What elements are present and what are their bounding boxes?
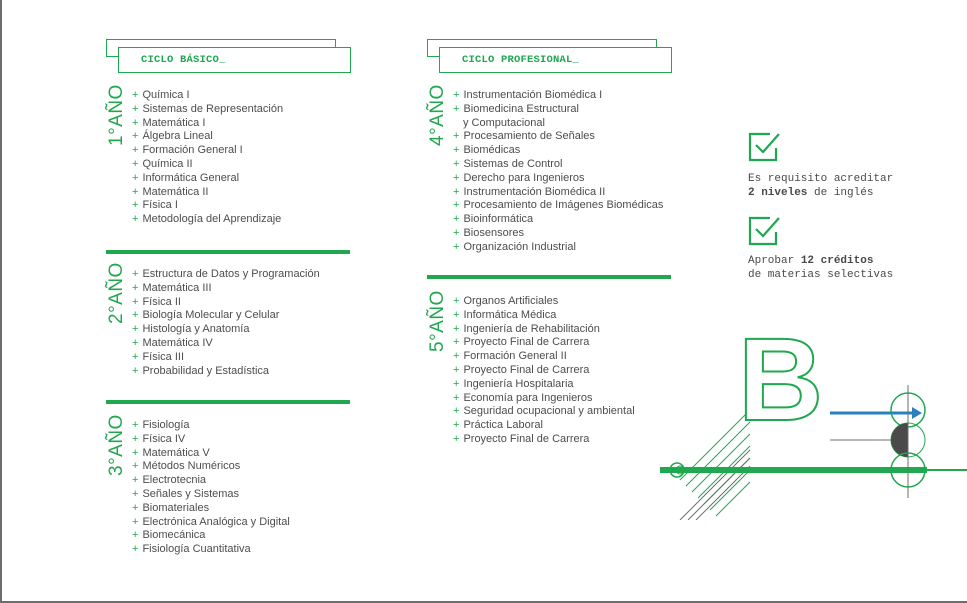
subject-list-year-2: [132, 268, 320, 378]
subject-item: + Práctica Laboral: [453, 419, 543, 432]
subject-item: + Biomedicina Estructural: [453, 102, 579, 115]
plus-icon: +: [132, 432, 139, 445]
requirement-credits-bold: 12 créditos: [800, 255, 874, 267]
requirement-credits-line2: de materias selectivas: [748, 269, 894, 281]
plus-icon: +: [132, 213, 139, 226]
subject-item: + Fisiología: [132, 419, 190, 431]
plus-icon: +: [453, 144, 460, 157]
plus-icon: +: [132, 157, 139, 170]
subject-item: + Proyecto Final de Carrera: [453, 363, 590, 376]
plus-icon: +: [132, 487, 139, 500]
subject-item: + Álgebra Lineal: [132, 130, 213, 143]
subject-item: + Matemática III: [132, 281, 212, 294]
plus-icon: +: [453, 350, 460, 363]
plus-icon: +: [453, 391, 460, 404]
plus-icon: +: [453, 432, 460, 445]
subject-item: + Metodología del Aprendizaje: [132, 213, 282, 226]
subject-item: + Química II: [132, 157, 193, 170]
subject-item: + Electrotecnia: [132, 474, 207, 487]
subject-item: + Ingeniería de Rehabilitación: [453, 322, 600, 335]
plus-icon: +: [453, 213, 460, 226]
subject-item: + Instrumentación Biomédica II: [453, 185, 606, 198]
plus-icon: +: [132, 144, 139, 157]
subject-item: + Sistemas de Representación: [132, 102, 284, 115]
subject-item: + Electrónica Analógica y Digital: [132, 515, 290, 528]
plus-icon: +: [132, 529, 139, 542]
plus-icon: +: [132, 185, 139, 198]
subject-item: + Biomédicas: [453, 144, 521, 157]
subject-item: + Química I: [132, 89, 190, 101]
section-divider: [106, 250, 350, 254]
plus-icon: +: [453, 322, 460, 335]
plus-icon: +: [132, 281, 139, 294]
requirement-english: [748, 172, 893, 200]
plus-icon: +: [132, 364, 139, 377]
subject-item: + Probabilidad y Estadística: [132, 364, 270, 377]
subject-item: + Proyecto Final de Carrera: [453, 432, 590, 445]
subject-item: + Proyecto Final de Carrera: [453, 336, 590, 349]
subject-item: + Física IV: [132, 432, 186, 445]
subject-item: y Computacional: [463, 116, 545, 129]
section-divider: [427, 275, 671, 279]
requirement-english-line1: Es requisito acreditar: [748, 173, 894, 185]
plus-icon: +: [132, 309, 139, 322]
basic-cycle-title: CICLO BÁSICO_: [118, 47, 351, 73]
plus-icon: +: [453, 185, 460, 198]
checkbox-icon: [748, 216, 780, 246]
plus-icon: +: [453, 336, 460, 349]
plus-icon: +: [132, 350, 139, 363]
plus-icon: +: [453, 419, 460, 432]
year-label-2: 2°AÑO: [106, 262, 127, 324]
subject-item: + Formación General II: [453, 350, 567, 363]
plus-icon: +: [132, 474, 139, 487]
subject-item: + Organización Industrial: [453, 240, 576, 253]
requirement-english-bold: 2 niveles: [748, 187, 808, 199]
requirement-english-rest: de inglés: [807, 187, 874, 199]
subject-item: + Seguridad ocupacional y ambiental: [453, 405, 635, 418]
year-label-3: 3°AÑO: [106, 414, 127, 476]
plus-icon: +: [453, 295, 460, 307]
subject-item: + Derecho para Ingenieros: [453, 171, 585, 184]
professional-cycle-title: CICLO PROFESIONAL_: [439, 47, 672, 73]
plus-icon: +: [453, 199, 460, 212]
year-label-4: 4°AÑO: [427, 84, 448, 146]
subject-item: + Informática General: [132, 171, 240, 184]
plus-icon: +: [453, 89, 460, 101]
plus-icon: +: [132, 295, 139, 308]
subject-item: + Formación General I: [132, 144, 243, 157]
plus-icon: +: [132, 102, 139, 115]
plus-icon: +: [132, 171, 139, 184]
subject-item: + Histología y Anatomía: [132, 323, 250, 336]
subject-item: + Biología Molecular y Celular: [132, 309, 280, 322]
subject-list-year-5: [453, 295, 635, 447]
plus-icon: +: [453, 363, 460, 376]
subject-item: + Matemática V: [132, 446, 210, 459]
subject-item: + Bioinformática: [453, 213, 534, 226]
subject-list-year-1: [132, 89, 283, 227]
subject-item: + Matemática II: [132, 185, 209, 198]
subject-item: + Instrumentación Biomédica I: [453, 89, 603, 101]
plus-icon: +: [132, 543, 139, 556]
plus-icon: +: [453, 171, 460, 184]
plus-icon: +: [453, 130, 460, 143]
letter-b: B: [738, 320, 824, 446]
plus-icon: +: [453, 405, 460, 418]
plus-icon: +: [453, 240, 460, 253]
plus-icon: +: [132, 268, 139, 280]
subject-item: + Procesamiento de Señales: [453, 130, 595, 143]
checkbox-icon: [748, 132, 780, 162]
subject-list-year-4: [453, 89, 663, 255]
subject-item: + Señales y Sistemas: [132, 487, 240, 500]
subject-item: + Física III: [132, 350, 184, 363]
professional-cycle-heading: [427, 39, 672, 67]
plus-icon: +: [132, 446, 139, 459]
plus-icon: +: [132, 89, 139, 101]
subject-item: + Sistemas de Control: [453, 157, 563, 170]
plus-icon: +: [132, 323, 139, 336]
subject-item: + Biosensores: [453, 226, 524, 239]
subject-item: + Matemática IV: [132, 336, 213, 349]
subject-item: + Física II: [132, 295, 181, 308]
subject-item: + Procesamiento de Imágenes Biomédicas: [453, 199, 664, 212]
subject-item: + Ingeniería Hospitalaria: [453, 377, 574, 390]
plus-icon: +: [132, 501, 139, 514]
plus-icon: +: [453, 377, 460, 390]
requirement-credits: [748, 254, 893, 282]
plus-icon: +: [132, 515, 139, 528]
basic-cycle-heading: [106, 39, 351, 67]
subject-item: + Física I: [132, 199, 178, 212]
subject-item: + Organos Artificiales: [453, 295, 559, 307]
year-label-5: 5°AÑO: [427, 290, 448, 352]
year-label-1: 1°AÑO: [106, 84, 127, 146]
subject-item: + Economía para Ingenieros: [453, 391, 593, 404]
plus-icon: +: [132, 199, 139, 212]
section-divider: [106, 400, 350, 404]
plus-icon: +: [453, 157, 460, 170]
plus-icon: +: [132, 419, 139, 431]
subject-list-year-3: [132, 419, 290, 557]
decorative-b-graphic: [660, 320, 967, 520]
subject-item: + Fisiología Cuantitativa: [132, 543, 251, 556]
plus-icon: +: [132, 130, 139, 143]
subject-item: + Estructura de Datos y Programación: [132, 268, 320, 280]
subject-item: + Biomateriales: [132, 501, 210, 514]
plus-icon: +: [453, 308, 460, 321]
plus-icon: +: [132, 336, 139, 349]
subject-item: + Matemática I: [132, 116, 206, 129]
subject-item: + Informática Médica: [453, 308, 557, 321]
subject-item: + Métodos Numéricos: [132, 460, 241, 473]
plus-icon: +: [453, 226, 460, 239]
subject-item: + Biomecánica: [132, 529, 206, 542]
plus-icon: +: [132, 116, 139, 129]
plus-icon: +: [132, 460, 139, 473]
plus-icon: +: [453, 102, 460, 115]
page-border-left: [0, 0, 2, 603]
requirement-credits-pre: Aprobar: [748, 255, 801, 267]
